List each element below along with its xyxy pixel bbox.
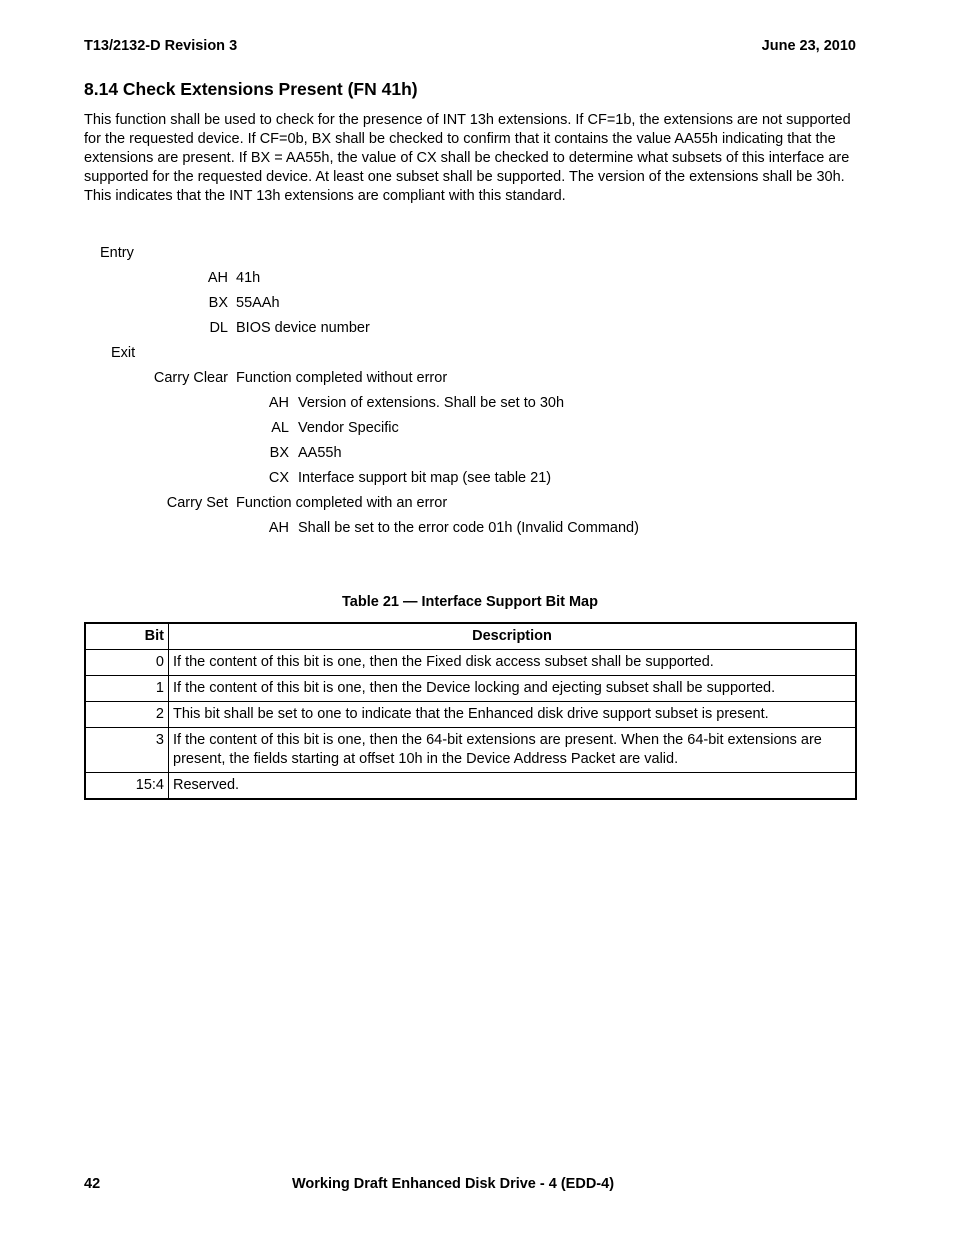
table-row xyxy=(85,676,856,702)
carry-set-value-ah: Shall be set to the error code 01h (Invalid Command) xyxy=(298,520,639,536)
column-header-bit: Bit xyxy=(85,623,169,650)
entry-value-bx: 55AAh xyxy=(236,295,280,311)
carry-set-label: Carry Set xyxy=(166,495,228,511)
header-date: June 23, 2010 xyxy=(761,38,856,54)
carry-clear-register-bx: BX xyxy=(269,445,289,461)
entry-register-bx: BX xyxy=(208,295,228,311)
column-header-description: Description xyxy=(169,623,857,650)
bit-cell: 0 xyxy=(85,650,169,676)
bit-cell: 1 xyxy=(85,676,169,702)
bit-cell: 15:4 xyxy=(85,773,169,800)
description-cell: If the content of this bit is one, then the 64-bit extensions are present. When the 64-bit extensions are present, the fields starting at offset 10h in the Device Address Packet are valid. xyxy=(169,728,857,773)
entry-value-dl: BIOS device number xyxy=(236,320,370,336)
table-row xyxy=(85,728,856,773)
table-row xyxy=(85,702,856,728)
carry-clear-value-cx: Interface support bit map (see table 21) xyxy=(298,470,552,486)
header-document-id: T13/2132-D Revision 3 xyxy=(84,38,238,54)
description-cell: Reserved. xyxy=(169,773,857,800)
carry-set-register-ah: AH xyxy=(268,520,289,536)
section-title: 8.14 Check Extensions Present (FN 41h) xyxy=(84,79,418,99)
table-row xyxy=(85,650,856,676)
carry-clear-register-ah: AH xyxy=(268,395,289,411)
table-row xyxy=(85,773,856,800)
table-caption: Table 21 — Interface Support Bit Map xyxy=(342,594,598,610)
carry-clear-register-cx: CX xyxy=(268,470,289,486)
carry-clear-value-ah: Version of extensions. Shall be set to 30h xyxy=(298,395,565,411)
carry-clear-value-bx: AA55h xyxy=(298,445,342,461)
footer-document-title: Working Draft Enhanced Disk Drive - 4 (EDD-4) xyxy=(292,1176,615,1192)
entry-label: Entry xyxy=(100,245,134,261)
exit-label: Exit xyxy=(111,345,136,361)
interface-support-bit-map-table xyxy=(84,622,857,800)
entry-register-ah: AH xyxy=(207,270,228,286)
entry-register-dl: DL xyxy=(209,320,228,336)
carry-clear-label: Carry Clear xyxy=(153,370,228,386)
table-header-row xyxy=(85,623,856,650)
carry-clear-description: Function completed without error xyxy=(236,370,448,386)
carry-clear-register-al: AL xyxy=(271,420,289,436)
section-intro-paragraph: This function shall be used to check for the presence of INT 13h extensions. If CF=1b, the extensions are not supported for the requested device. If CF=0b, BX shall be checked to confirm that it contains the value AA55h indicating that the extensions are present. If BX = AA55h, the value of CX shall be checked to determine what subsets of this interface are supported for the requested device. At least one subset shall be supported. The version of the extensions shall be 30h. This indicates that the INT 13h extensions are compliant with this standard. xyxy=(84,112,851,204)
description-cell: This bit shall be set to one to indicate that the Enhanced disk drive support subset is present. xyxy=(169,702,857,728)
bit-cell: 3 xyxy=(85,728,169,773)
carry-set-description: Function completed with an error xyxy=(236,495,448,511)
footer-page-number: 42 xyxy=(84,1176,101,1192)
description-cell: If the content of this bit is one, then the Fixed disk access subset shall be supported. xyxy=(169,650,857,676)
entry-value-ah: 41h xyxy=(236,270,261,286)
carry-clear-value-al: Vendor Specific xyxy=(298,420,399,436)
description-cell: If the content of this bit is one, then the Device locking and ejecting subset shall be supported. xyxy=(169,676,857,702)
bit-cell: 2 xyxy=(85,702,169,728)
